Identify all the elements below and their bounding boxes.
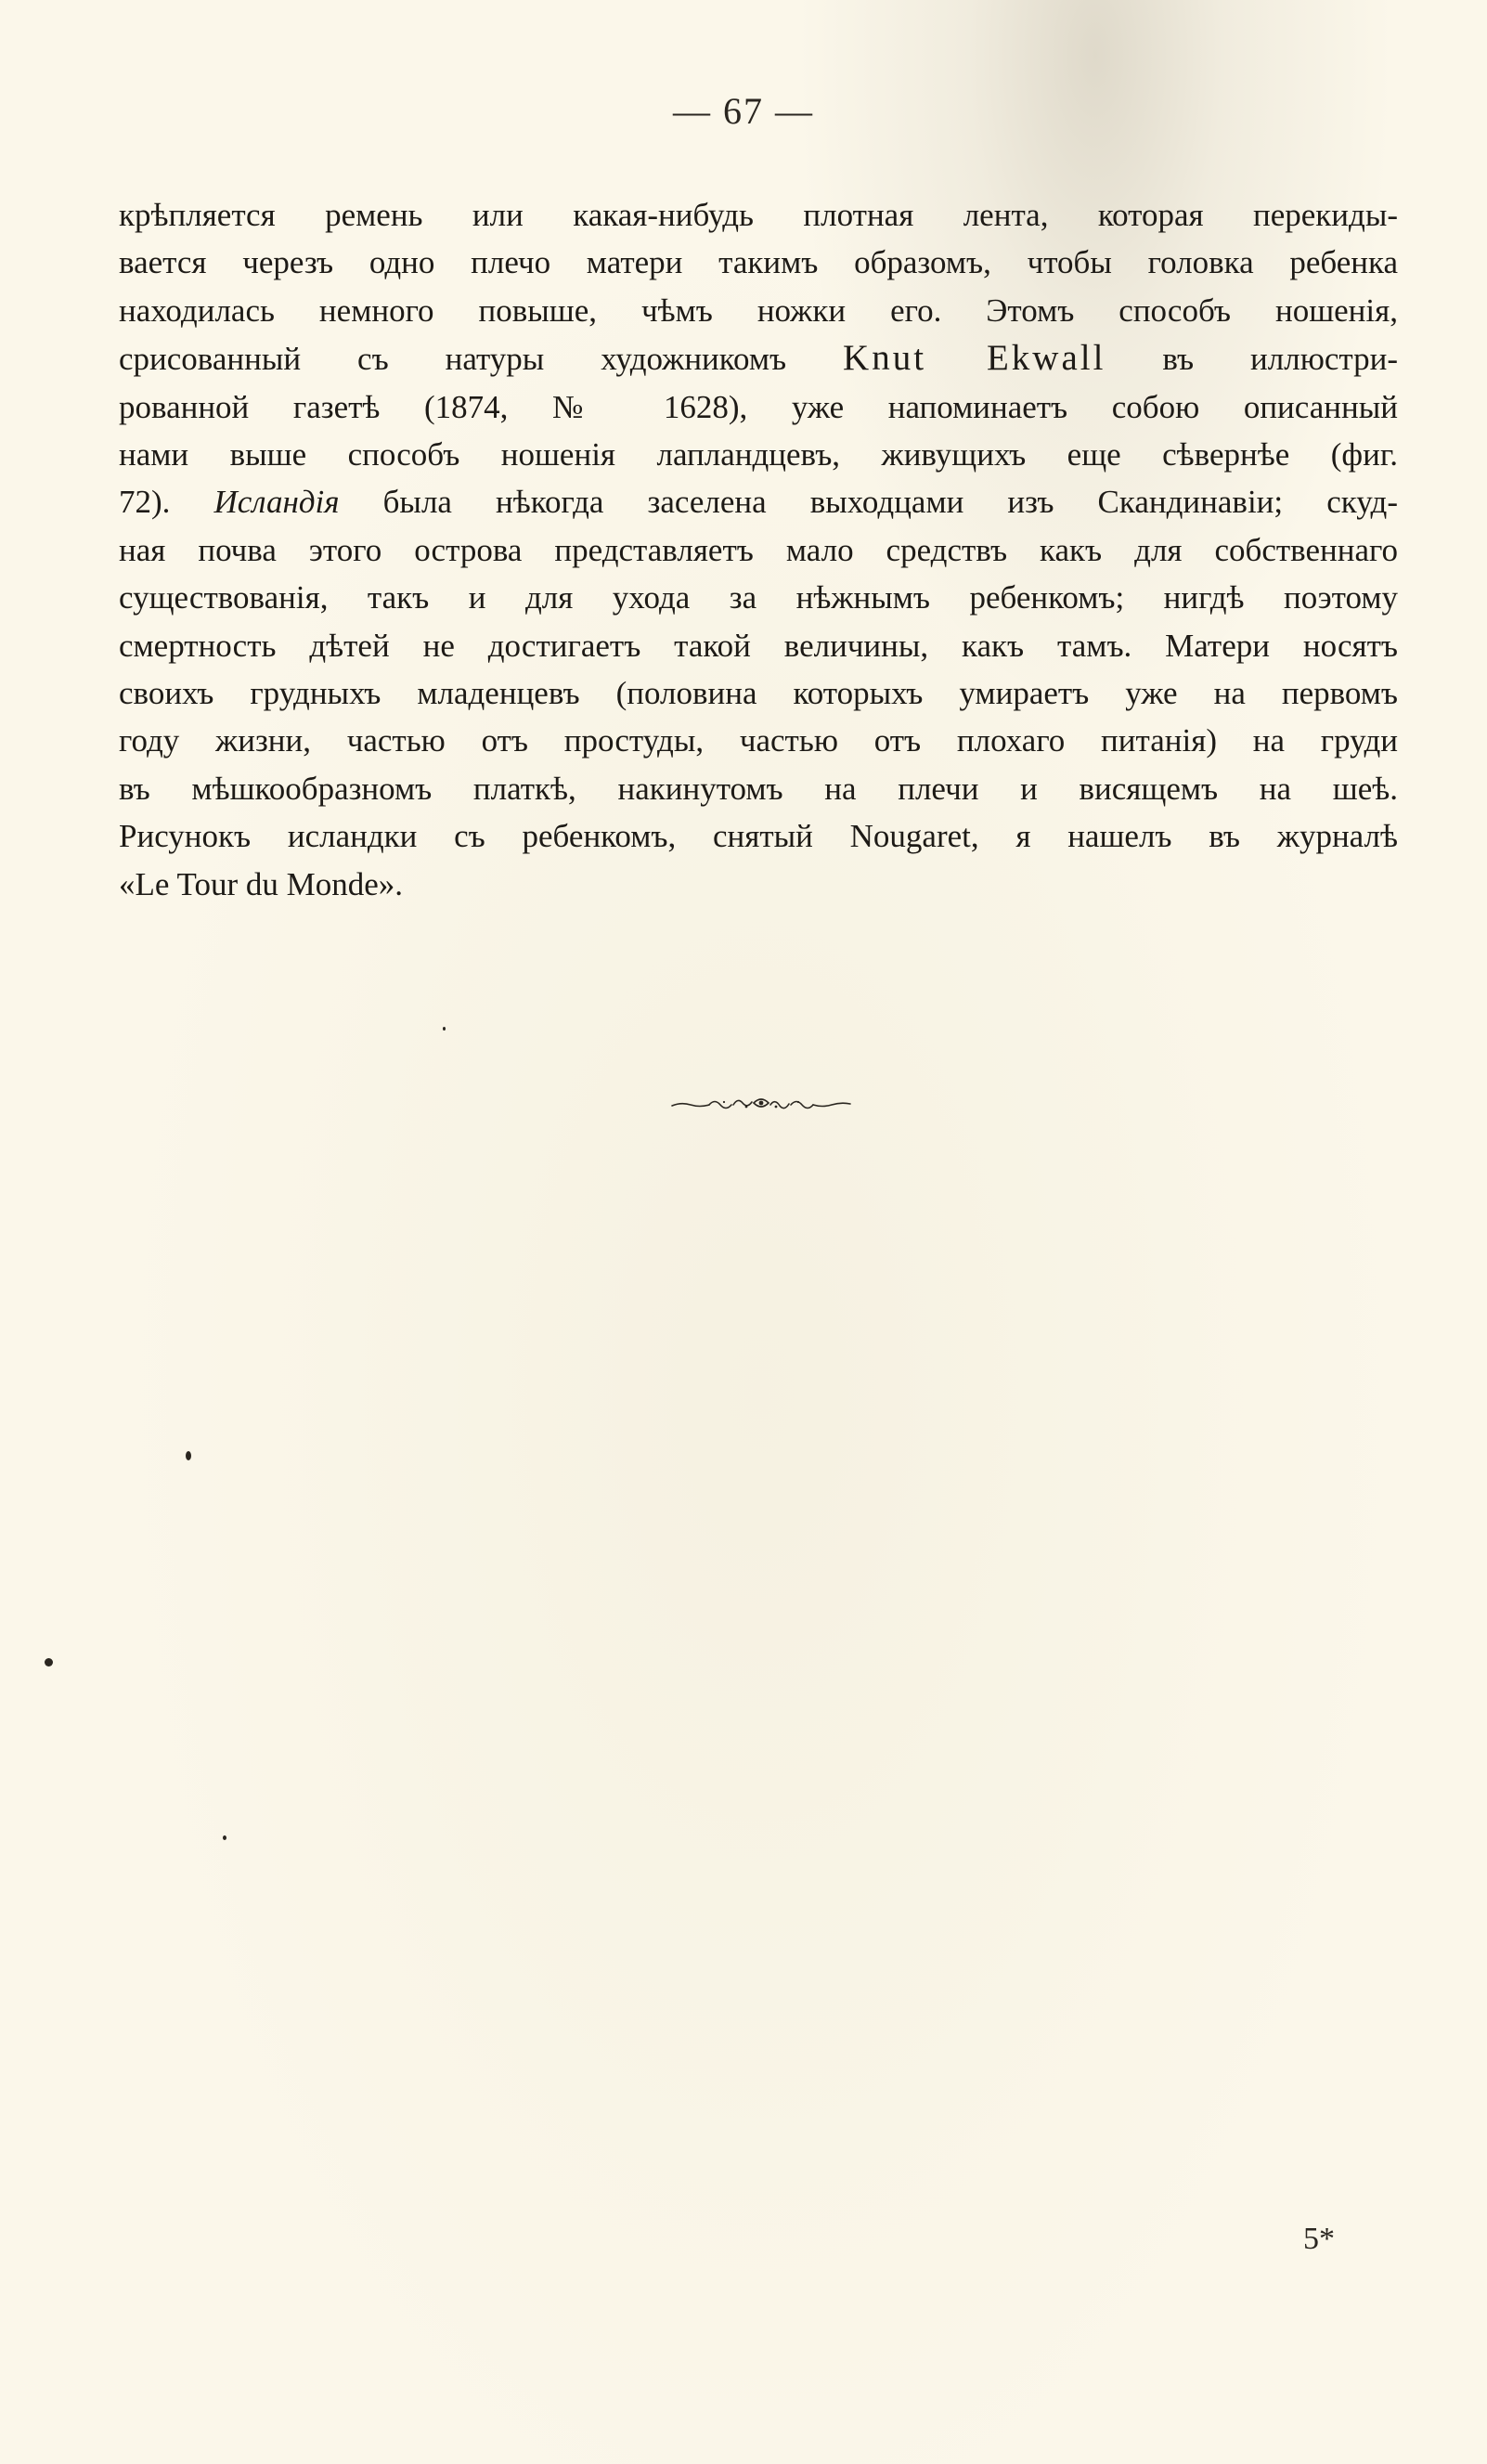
- artist-name: Knut Ekwall: [843, 338, 1106, 379]
- text-line-content: Рисунокъ исландки съ ребенкомъ, снятый Nougaret, я нашелъ въ журналѣ: [119, 818, 1398, 855]
- text-line: [119, 478, 1398, 525]
- text-line: [119, 622, 1398, 669]
- text-line-content: нами выше способъ ношенія лапландцевъ, живущихъ еще сѣвернѣе (фиг.: [119, 436, 1398, 473]
- text-line-content: году жизни, частью отъ простуды, частью отъ плохаго питанія) на груди: [119, 722, 1398, 759]
- text-line: [119, 239, 1398, 286]
- text-line: [119, 191, 1398, 239]
- italic-country-name: Исландія: [213, 484, 340, 521]
- signature-mark: 5*: [1303, 2222, 1335, 2256]
- text-line: [119, 574, 1398, 621]
- text-line: [119, 287, 1398, 334]
- ink-speck: [186, 1451, 191, 1460]
- text-line: [119, 861, 1398, 908]
- ink-speck: [223, 1835, 226, 1840]
- text-line: [119, 669, 1398, 717]
- text-line: [119, 334, 1398, 383]
- text-line: [119, 812, 1398, 860]
- ink-speck: [443, 1027, 446, 1031]
- text-line-content: существованія, такъ и для ухода за нѣжнымъ ребенкомъ; нигдѣ поэтому: [119, 579, 1398, 616]
- text-line-content: была нѣкогда заселена выходцами изъ Скандинавіи; скуд-: [339, 484, 1399, 521]
- text-line: [119, 526, 1398, 574]
- text-line: [119, 765, 1398, 812]
- text-line-content: срисованный съ натуры художникомъ: [119, 341, 844, 378]
- text-line-content: находилась немного повыше, чѣмъ ножки его. Этомъ способъ ношенія,: [119, 292, 1398, 329]
- text-line-content: рованной газетѣ (1874, № 1628), уже напоминаетъ собою описанный: [119, 388, 1398, 425]
- body-text: [119, 191, 1398, 908]
- text-line: [119, 431, 1398, 478]
- text-line-content: вается черезъ одно плечо матери такимъ образомъ, чтобы головка ребенка: [119, 244, 1398, 281]
- ornamental-divider-icon: [668, 1094, 854, 1116]
- text-line: [119, 717, 1398, 764]
- page-number: — 67 —: [673, 90, 814, 132]
- text-line-content: въ иллюстри-: [1106, 341, 1399, 378]
- text-line-content: «Le Tour du Monde».: [119, 865, 404, 902]
- text-line: [119, 383, 1398, 431]
- text-line-content: ная почва этого острова представляетъ мало средствъ какъ для собственнаго: [119, 531, 1398, 568]
- text-line-content: 72).: [119, 484, 214, 521]
- text-line-content: крѣпляется ремень или какая-нибудь плотная лента, которая перекиды-: [119, 197, 1398, 233]
- text-line-content: смертность дѣтей не достигаетъ такой величины, какъ тамъ. Матери носятъ: [119, 627, 1398, 664]
- ink-speck: [45, 1658, 53, 1666]
- text-line-content: въ мѣшкообразномъ платкѣ, накинутомъ на плечи и висящемъ на шеѣ.: [119, 770, 1398, 807]
- text-line-content: своихъ грудныхъ младенцевъ (половина которыхъ умираетъ уже на первомъ: [119, 675, 1398, 712]
